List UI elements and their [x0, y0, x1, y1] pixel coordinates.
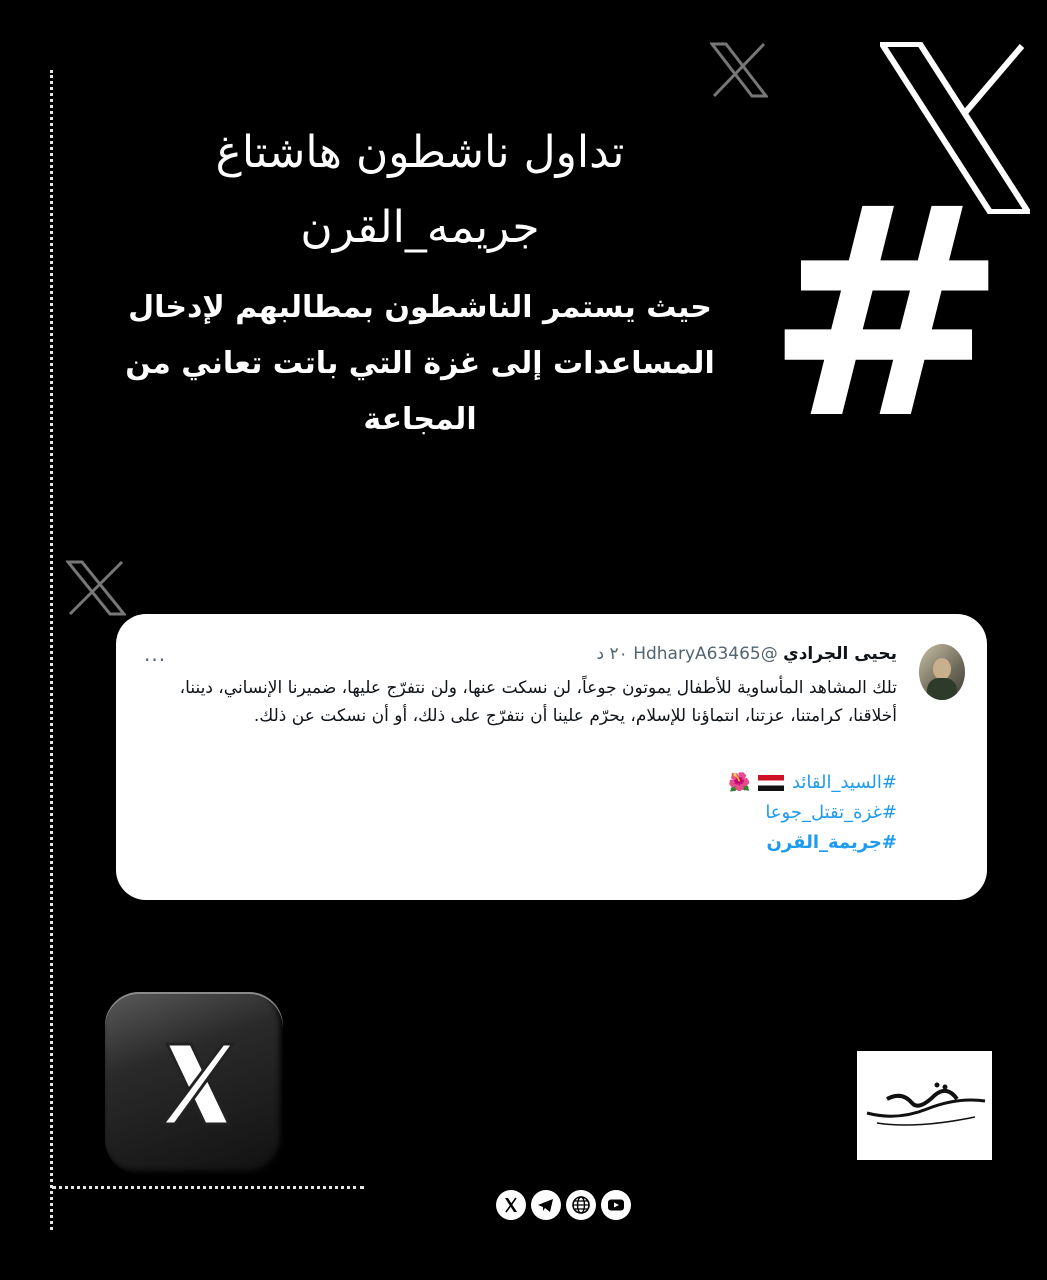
headline — [120, 118, 720, 268]
tweet-header — [597, 644, 897, 664]
avatar[interactable] — [919, 644, 965, 700]
telegram-icon[interactable] — [531, 1190, 561, 1220]
tweet-card — [116, 614, 987, 900]
hashtag-link[interactable]: #السيد_القائد — [791, 772, 897, 793]
tweet-time[interactable]: ٢٠ د — [596, 644, 628, 664]
more-options-icon[interactable]: ··· — [144, 648, 167, 672]
headline-line1: تداول ناشطون هاشتاغ — [215, 127, 625, 178]
x-glyph-icon — [105, 992, 283, 1174]
tweet-text: تلك المشاهد المأساوية للأطفال يموتون جوعاً، لن نسكت عنها، ولن نتفرّج عليها، ضميرنا الإنساني، ديننا، أخلاقنا، كرامتنا، عزتنا، انتماؤنا للإسلام، يحرّم علينا أن نتفرّج على ذلك، أو أن نسكت عن ذلك. — [179, 678, 897, 726]
social-icons — [496, 1190, 631, 1220]
x-logo-small-left-icon — [66, 560, 126, 616]
subtitle-line2: المساعدات إلى غزة التي باتت تعاني من — [125, 346, 715, 381]
hash-symbol: # — [765, 146, 1008, 483]
hashtag-link[interactable]: #جريمة_القرن — [766, 832, 897, 853]
x-app-icon — [105, 992, 283, 1174]
dotted-vertical-divider — [50, 70, 53, 1230]
author-handle[interactable]: @HdharyA63465 — [633, 644, 778, 664]
dotted-horizontal-divider — [52, 1186, 364, 1189]
x-icon[interactable] — [496, 1190, 526, 1220]
youtube-icon[interactable] — [601, 1190, 631, 1220]
x-logo-small-top-icon — [710, 42, 768, 98]
tweet-hashtags — [728, 768, 897, 858]
subtitle-line1: حيث يستمر الناشطون بمطالبهم لإدخال — [128, 290, 712, 325]
headline-hashtag: جريمه_القرن — [300, 202, 540, 253]
subtitle — [110, 280, 730, 448]
flower-emoji-icon: 🌺 — [728, 772, 751, 793]
calligraphy-logo-icon — [857, 1051, 992, 1160]
hashtag-link[interactable]: #غزة_تقتل_جوعا — [765, 802, 897, 823]
yemen-flag-icon — [758, 775, 784, 791]
author-name[interactable]: يحيى الجرادي — [783, 644, 897, 664]
globe-icon[interactable] — [566, 1190, 596, 1220]
brand-logo — [857, 1051, 992, 1160]
subtitle-line3: المجاعة — [363, 402, 477, 437]
